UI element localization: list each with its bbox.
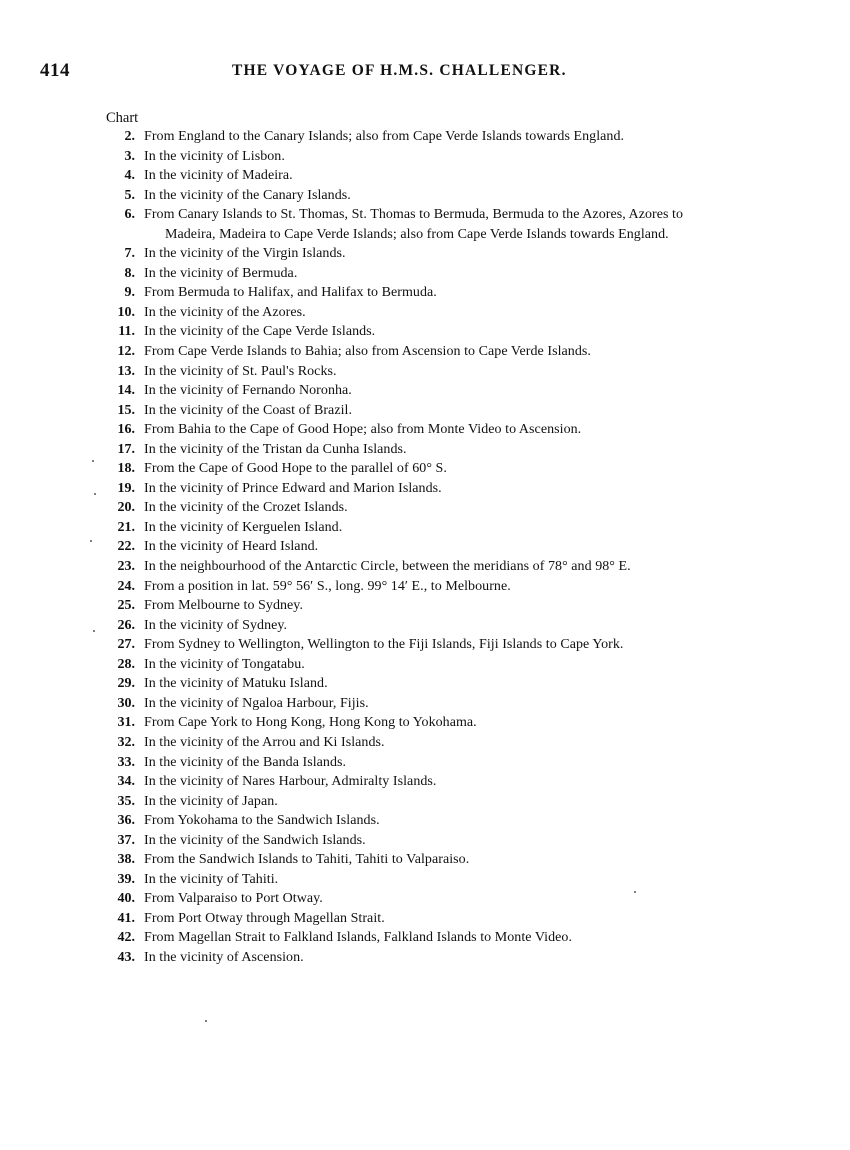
chart-entry (100, 694, 840, 714)
chart-description-line: From Sydney to Wellington, Wellington to the Fiji Islands, Fiji Islands to Cape York. (144, 637, 624, 653)
chart-entry (100, 303, 840, 323)
chart-number: 16. (117, 422, 135, 438)
chart-description (135, 362, 337, 382)
chart-entry (100, 909, 840, 929)
chart-number: 6. (124, 207, 135, 223)
chart-number: 30. (117, 695, 135, 711)
chart-entry (100, 440, 840, 460)
chart-list (100, 127, 840, 968)
chart-number: 19. (117, 480, 135, 496)
chart-number: 5. (124, 187, 135, 203)
chart-description-line: From Canary Islands to St. Thomas, St. Thomas to Bermuda, Bermuda to the Azores, Azores to (144, 207, 684, 223)
chart-description (135, 694, 369, 714)
chart-description-line: In the vicinity of Fernando Noronha. (144, 383, 352, 399)
chart-entry (100, 498, 840, 518)
chart-description (135, 753, 346, 773)
chart-description (135, 811, 380, 831)
chart-entry (100, 244, 840, 264)
chart-description-line: In the vicinity of Sydney. (144, 617, 288, 633)
chart-number: 11. (118, 324, 135, 340)
chart-entry (100, 889, 840, 909)
chart-entry (100, 713, 840, 733)
chart-entry (100, 655, 840, 675)
chart-description (135, 147, 285, 167)
chart-number: 3. (124, 148, 135, 164)
chart-entry (100, 753, 840, 773)
chart-entry (100, 127, 840, 147)
chart-description-continuation: Madeira, Madeira to Cape Verde Islands; also from Cape Verde Islands towards England. (165, 226, 669, 242)
chart-description (135, 166, 293, 186)
chart-number: 18. (117, 461, 135, 477)
chart-number: 33. (117, 754, 135, 770)
chart-description-line: From Magellan Strait to Falkland Islands, Falkland Islands to Monte Video. (144, 930, 572, 946)
chart-description-line: In the vicinity of the Banda Islands. (144, 754, 347, 770)
chart-entry (100, 362, 840, 382)
chart-entry (100, 792, 840, 812)
chart-number: 29. (117, 676, 135, 692)
chart-description-line: In the vicinity of Lisbon. (144, 148, 285, 164)
chart-entry (100, 147, 840, 167)
chart-description-line: In the vicinity of Madeira. (144, 168, 293, 184)
chart-number: 26. (117, 617, 135, 633)
chart-description (135, 674, 328, 694)
chart-description (135, 459, 447, 479)
chart-entry (100, 186, 840, 206)
chart-description-line: In the vicinity of the Cape Verde Islands. (144, 324, 376, 340)
chart-description-line: In the vicinity of the Arrou and Ki Islands. (144, 734, 385, 750)
chart-number: 39. (117, 871, 135, 887)
chart-description-line: In the vicinity of the Canary Islands. (144, 187, 351, 203)
chart-entry (100, 381, 840, 401)
chart-description (135, 713, 477, 733)
chart-description (135, 655, 305, 675)
chart-description-line: In the vicinity of Heard Island. (144, 539, 319, 555)
chart-description (135, 948, 304, 968)
chart-entry (100, 205, 840, 244)
chart-number: 31. (117, 715, 135, 731)
chart-description-line: From Melbourne to Sydney. (144, 598, 303, 614)
chart-description (135, 479, 442, 499)
running-title: THE VOYAGE OF H.M.S. CHALLENGER. (232, 62, 567, 79)
chart-description (135, 186, 351, 206)
chart-description-line: From a position in lat. 59° 56′ S., long. 99° 14′ E., to Melbourne. (144, 578, 511, 594)
chart-description (135, 283, 437, 303)
chart-description (135, 244, 346, 264)
chart-description-line: In the vicinity of Prince Edward and Marion Islands. (144, 480, 442, 496)
chart-entry (100, 557, 840, 577)
scan-speck (92, 460, 94, 462)
chart-description (135, 440, 407, 460)
scan-speck (634, 891, 636, 893)
chart-description (135, 381, 352, 401)
chart-description-line: In the vicinity of Tongatabu. (144, 656, 305, 672)
chart-description-line: From Bermuda to Halifax, and Halifax to Bermuda. (144, 285, 437, 301)
chart-description (135, 596, 303, 616)
chart-entry (100, 166, 840, 186)
chart-entry (100, 831, 840, 851)
chart-description (135, 616, 287, 636)
chart-number: 38. (117, 852, 135, 868)
chart-entry (100, 264, 840, 284)
chart-number: 12. (117, 344, 135, 360)
chart-description (135, 733, 385, 753)
chart-entry (100, 459, 840, 479)
chart-description (135, 889, 323, 909)
chart-number: 41. (117, 910, 135, 926)
chart-description-line: In the vicinity of Kerguelen Island. (144, 519, 343, 535)
chart-description (135, 537, 318, 557)
chart-number: 13. (117, 363, 135, 379)
chart-description-line: In the vicinity of Bermuda. (144, 265, 298, 281)
chart-description-line: In the vicinity of the Virgin Islands. (144, 246, 346, 262)
chart-number: 20. (117, 500, 135, 516)
chart-number: 34. (117, 774, 135, 790)
chart-number: 21. (117, 519, 135, 535)
chart-description-line: In the vicinity of St. Paul's Rocks. (144, 363, 337, 379)
chart-description (135, 420, 581, 440)
chart-description (135, 635, 623, 655)
chart-number: 43. (117, 949, 135, 965)
chart-entry (100, 401, 840, 421)
chart-entry (100, 674, 840, 694)
chart-entry (100, 342, 840, 362)
chart-entry (100, 928, 840, 948)
chart-description (135, 264, 297, 284)
chart-description-line: From Yokohama to the Sandwich Islands. (144, 813, 380, 829)
chart-description (135, 870, 278, 890)
chart-description-line: In the vicinity of Tahiti. (144, 871, 279, 887)
chart-entry (100, 733, 840, 753)
chart-entry (100, 322, 840, 342)
chart-number: 32. (117, 734, 135, 750)
chart-entry (100, 948, 840, 968)
chart-number: 4. (124, 168, 135, 184)
page-number: 414 (40, 60, 70, 81)
chart-description-line: From England to the Canary Islands; also from Cape Verde Islands towards England. (144, 129, 625, 144)
chart-number: 17. (117, 441, 135, 457)
chart-number: 25. (117, 598, 135, 614)
chart-description (135, 831, 366, 851)
chart-description-line: From the Sandwich Islands to Tahiti, Tahiti to Valparaiso. (144, 852, 470, 868)
chart-description-line: From Port Otway through Magellan Strait. (144, 910, 385, 926)
scan-speck (93, 630, 95, 632)
chart-entry (100, 870, 840, 890)
chart-number: 36. (117, 813, 135, 829)
chart-number: 22. (117, 539, 135, 555)
chart-description-line: From Cape Verde Islands to Bahia; also from Ascension to Cape Verde Islands. (144, 344, 591, 360)
chart-description (135, 401, 352, 421)
chart-description-line: From Bahia to the Cape of Good Hope; also from Monte Video to Ascension. (144, 422, 582, 438)
chart-description-line: In the vicinity of the Tristan da Cunha Islands. (144, 441, 407, 457)
chart-number: 35. (117, 793, 135, 809)
chart-description (135, 322, 375, 342)
chart-entry (100, 537, 840, 557)
chart-description (135, 909, 385, 929)
chart-entry (100, 518, 840, 538)
chart-description (135, 557, 631, 577)
chart-description-line: In the vicinity of the Crozet Islands. (144, 500, 348, 516)
chart-description-line: In the neighbourhood of the Antarctic Circle, between the meridians of 78° and 98° E. (144, 559, 631, 575)
chart-number: 15. (117, 402, 135, 418)
chart-description (135, 205, 834, 244)
chart-description-line: From the Cape of Good Hope to the parallel of 60° S. (144, 461, 447, 477)
chart-number: 9. (124, 285, 135, 301)
chart-number: 10. (117, 304, 135, 320)
chart-number: 23. (117, 559, 135, 575)
chart-entry (100, 635, 840, 655)
chart-description-line: In the vicinity of Ngaloa Harbour, Fijis. (144, 695, 369, 711)
scan-speck (94, 493, 96, 495)
chart-entry (100, 850, 840, 870)
chart-number: 7. (124, 246, 135, 262)
chart-description-line: In the vicinity of Ascension. (144, 949, 304, 965)
chart-entry (100, 420, 840, 440)
chart-description (135, 518, 342, 538)
chart-entry (100, 772, 840, 792)
chart-number: 24. (117, 578, 135, 594)
chart-number: 40. (117, 891, 135, 907)
chart-description (135, 792, 278, 812)
chart-description-line: In the vicinity of Nares Harbour, Admiralty Islands. (144, 774, 437, 790)
chart-description (135, 342, 591, 362)
chart-number: 14. (117, 383, 135, 399)
chart-description (135, 772, 436, 792)
chart-description (135, 498, 348, 518)
chart-description-line: In the vicinity of Japan. (144, 793, 278, 809)
chart-description-line: From Cape York to Hong Kong, Hong Kong to Yokohama. (144, 715, 477, 731)
chart-description-line: In the vicinity of Matuku Island. (144, 676, 328, 692)
chart-description (135, 127, 624, 147)
chart-entry (100, 616, 840, 636)
chart-description-line: From Valparaiso to Port Otway. (144, 891, 323, 907)
scan-speck (90, 540, 92, 542)
chart-description-line: In the vicinity of the Azores. (144, 304, 306, 320)
chart-number: 27. (117, 637, 135, 653)
chart-entry (100, 596, 840, 616)
chart-description (135, 928, 572, 948)
chart-entry (100, 577, 840, 597)
chart-description-line: In the vicinity of the Coast of Brazil. (144, 402, 353, 418)
chart-description (135, 577, 511, 597)
chart-entry (100, 811, 840, 831)
chart-number: 37. (117, 832, 135, 848)
chart-description (135, 850, 469, 870)
chart-number: 42. (117, 930, 135, 946)
chart-entry (100, 283, 840, 303)
chart-number: 2. (124, 129, 135, 144)
chart-description (135, 303, 306, 323)
chart-entry (100, 479, 840, 499)
chart-heading: Chart (106, 110, 139, 126)
chart-number: 8. (124, 265, 135, 281)
scan-speck (205, 1020, 207, 1022)
chart-description-line: In the vicinity of the Sandwich Islands. (144, 832, 366, 848)
chart-number: 28. (117, 656, 135, 672)
